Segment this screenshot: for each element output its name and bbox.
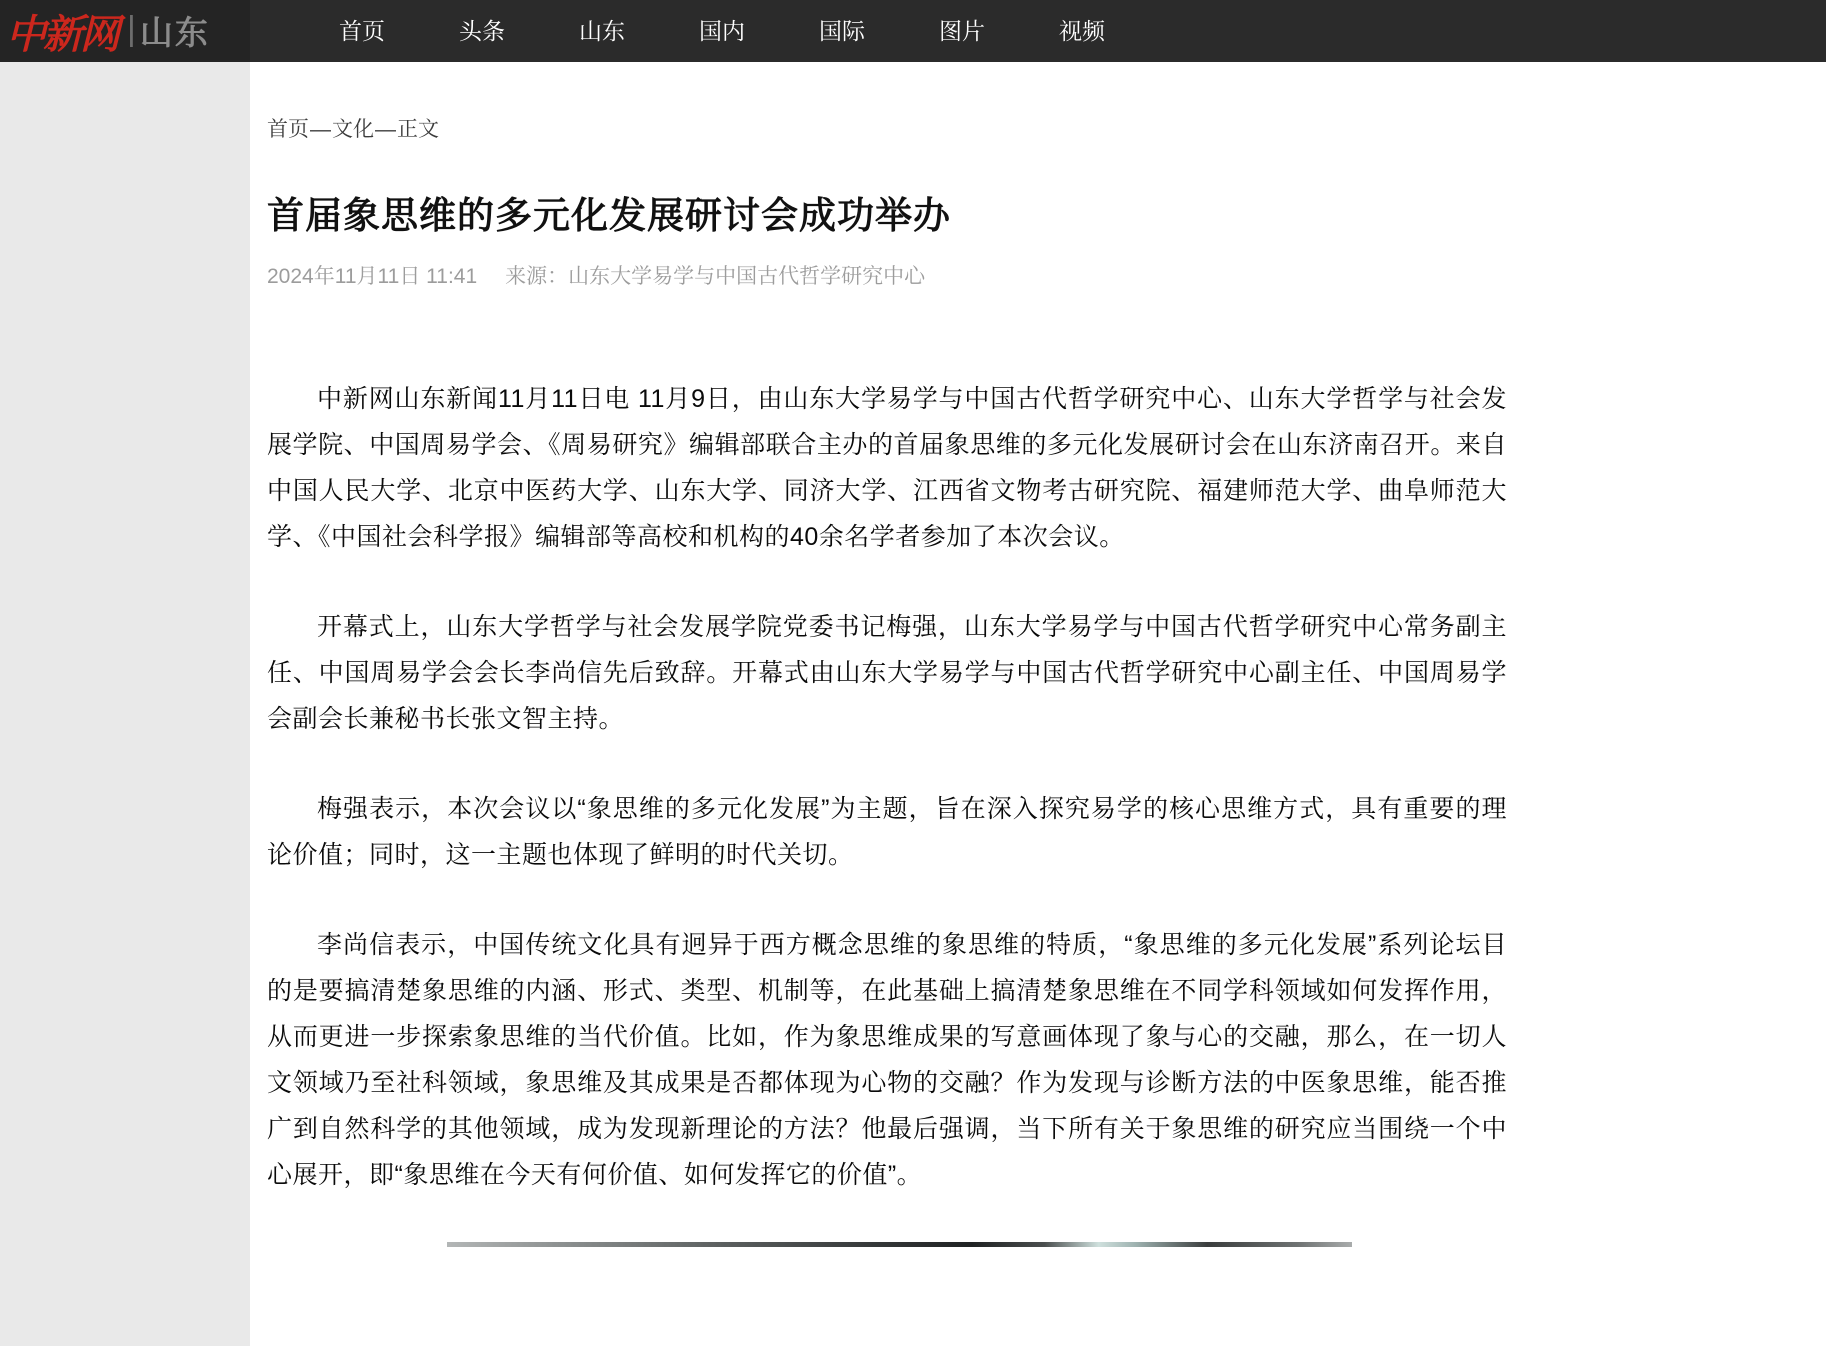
article-column <box>267 113 1507 1247</box>
nav-item-photos[interactable]: 图片 <box>939 18 985 44</box>
main-nav <box>302 0 1142 62</box>
site-logo-brand: 中新网 <box>6 10 117 58</box>
article-paragraph-3: 梅强表示，本次会议以“象思维的多元化发展”为主题，旨在深入探究易学的核心思维方式，具有重要的理论价值；同时，这一主题也体现了鲜明的时代关切。 <box>267 795 1507 869</box>
logo-divider: | <box>127 9 136 48</box>
breadcrumb-home[interactable]: 首页 <box>267 118 309 141</box>
article-photo-top-edge <box>447 1242 1352 1247</box>
breadcrumb-separator: — <box>375 118 396 141</box>
breadcrumb <box>267 113 1507 143</box>
top-nav-bar <box>0 0 1826 62</box>
nav-item-shandong[interactable]: 山东 <box>579 18 625 44</box>
article-paragraph-1: 中新网山东新闻11月11日电 11月9日，由山东大学易学与中国古代哲学研究中心、山东大学哲学与社会发展学院、中国周易学会、《周易研究》编辑部联合主办的首届象思维的多元化发展研讨会在山东济南召开。来自中国人民大学、北京中医药大学、山东大学、同济大学、江西省文物考古研究院、福建师范大学、曲阜师范大学、《中国社会科学报》编辑部等高校和机构的40余名学者参加了本次会议。 <box>267 385 1507 551</box>
article-paragraph-4: 李尚信表示，中国传统文化具有迥异于西方概念思维的象思维的特质，“象思维的多元化发展”系列论坛目的是要搞清楚象思维的内涵、形式、类型、机制等，在此基础上搞清楚象思维在不同学科领域如何发挥作用，从而更进一步探索象思维的当代价值。比如，作为象思维成果的写意画体现了象与心的交融，那么，在一切人文领域乃至社科领域，象思维及其成果是否都体现为心物的交融？作为发现与诊断方法的中医象思维，能否推广到自然科学的其他领域，成为发现新理论的方法？他最后强调，当下所有关于象思维的研究应当围绕一个中心展开，即“象思维在今天有何价值、如何发挥它的价值”。 <box>267 931 1507 1189</box>
breadcrumb-culture[interactable]: 文化 <box>332 118 374 141</box>
site-logo[interactable] <box>0 0 250 62</box>
article-main <box>250 62 1826 1346</box>
article-body <box>267 376 1507 1198</box>
article-meta <box>267 260 1507 290</box>
article-source-name: 山东大学易学与中国古代哲学研究中心 <box>568 265 926 288</box>
article-source <box>505 265 925 288</box>
article-title: 首届象思维的多元化发展研讨会成功举办 <box>267 195 951 236</box>
nav-item-domestic[interactable]: 国内 <box>699 18 745 44</box>
nav-item-headlines[interactable]: 头条 <box>459 18 505 44</box>
article-paragraph-2: 开幕式上，山东大学哲学与社会发展学院党委书记梅强，山东大学易学与中国古代哲学研究中心常务副主任、中国周易学会会长李尚信先后致辞。开幕式由山东大学易学与中国古代哲学研究中心副主任、中国周易学会副会长兼秘书长张文智主持。 <box>267 613 1507 733</box>
page-body <box>0 62 1826 1346</box>
left-gutter <box>0 62 250 1346</box>
site-logo-region: 山东 <box>139 13 210 51</box>
nav-item-international[interactable]: 国际 <box>819 18 865 44</box>
nav-item-home[interactable]: 首页 <box>339 18 385 44</box>
breadcrumb-separator: — <box>310 118 331 141</box>
nav-item-video[interactable]: 视频 <box>1059 18 1105 44</box>
breadcrumb-current: 正文 <box>397 118 439 141</box>
article-date: 2024年11月11日 11:41 <box>267 265 478 288</box>
article-source-label: 来源： <box>505 265 569 288</box>
